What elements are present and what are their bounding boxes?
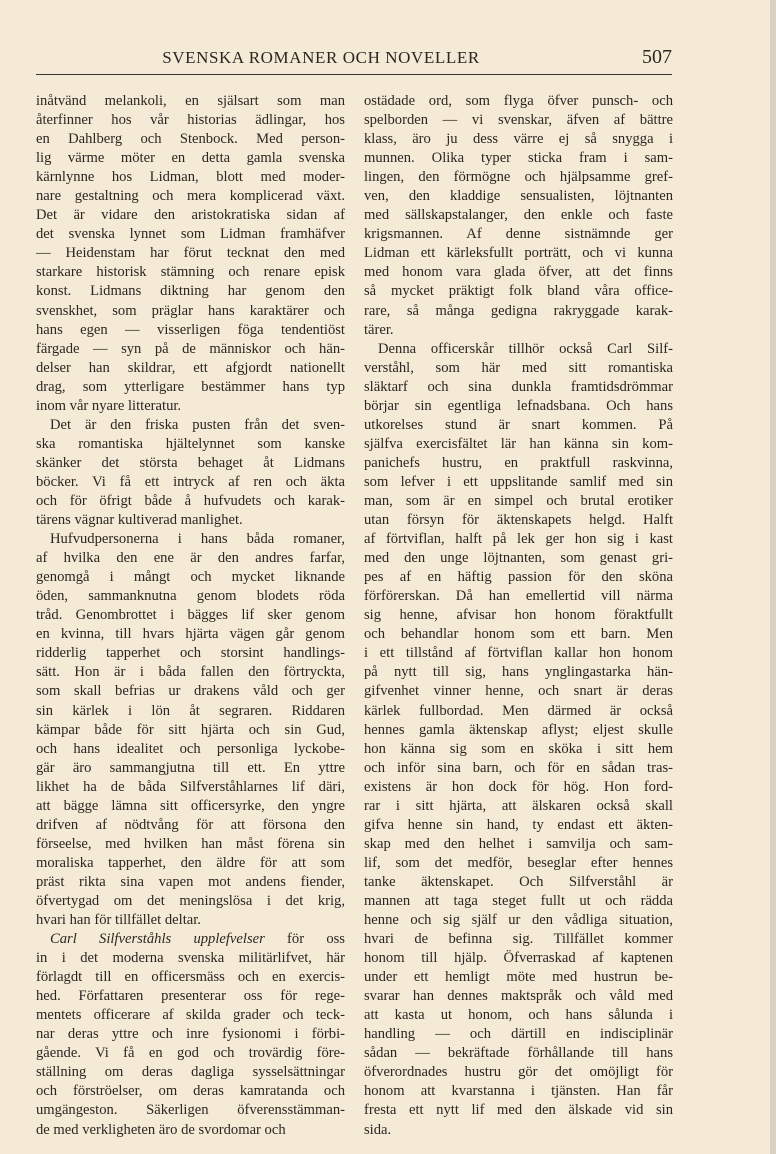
text-line: de med verkligheten äro de svordomar och <box>36 1121 286 1138</box>
text-line: panichefs hustru, en praktfull raskvinna, <box>364 454 673 471</box>
text-line: Det är vidare den aristokratiska sidan af <box>36 207 345 224</box>
italic-title: Carl Silfverståhls upplefvelser <box>50 931 265 948</box>
text-line <box>36 930 345 949</box>
text-line: starkare historisk stämning och renare episk <box>36 264 345 281</box>
text-line: kärlek fullbordad. Men därmed är också <box>364 702 673 719</box>
text-line: konst. Lidmans diktning har genom den <box>36 283 345 300</box>
text-line: på nytt till sig, hans ynglingastarka hän- <box>364 664 673 681</box>
text-line: och behandlar honom som ett barn. Men <box>364 626 673 643</box>
text-line: som lefver i ett uppslitande samlif med sin <box>364 473 673 490</box>
text-line: in i det moderna svenska militärlifvet, här <box>36 950 345 967</box>
text-line: — Heidenstam har förut tecknat den med <box>36 245 345 262</box>
text-line: Hufvudpersonerna i hans båda romaner, <box>50 531 345 548</box>
text-line: Lidman ett kärleksfullt porträtt, och vi kunna <box>364 245 673 262</box>
text-line: tanke äktenskapet. Och Silfverståhl är <box>364 873 673 890</box>
text-line: delser han skildrar, ett afgjordt nationellt <box>36 359 345 376</box>
text-line: nare gestaltning och mera komplicerad växt. <box>36 188 345 205</box>
text-line: existens är hon dock för hög. Hon ford- <box>364 778 673 795</box>
text-line: spelborden — vi svenskar, äfven af bättre <box>364 112 673 129</box>
text-line: hvari han för tillfället deltar. <box>36 912 201 929</box>
text-line: sådan — bekräftade förhållande till hans <box>364 1045 673 1062</box>
text-line: öfverordnades hustru gör det omöjligt för <box>364 1064 673 1081</box>
text-line: Denna officerskår tillhör också Carl Silf- <box>378 340 673 357</box>
text-line: att kasta ut honom, och hans sålunda i <box>364 1007 673 1024</box>
text-line: rare, så många gedigna rakryggade karak- <box>364 302 673 319</box>
text-line: med honom vara glada öfver, att det finns <box>364 264 673 281</box>
text-line: lingen, den förmögne och hjälpsamme gref- <box>364 169 673 186</box>
text-line: med den unge löjtnanten, som genast gri- <box>364 550 673 567</box>
text-line: likhet ha de båda Silfverståhlarnes lif däri, <box>36 778 345 795</box>
text-line: under ett hemligt möte med hustrun be- <box>364 969 673 986</box>
text-line: börjar sin egentliga lefnadsbana. Och hans <box>364 397 673 414</box>
text-line: pes af en häftig passion för den sköna <box>364 569 673 586</box>
text-line: släktarf och sina dunkla framtidsdrömmar <box>364 378 673 395</box>
scan-edge <box>770 0 776 1154</box>
text-line: återfinner hos vår historias ädlingar, hos <box>36 112 345 129</box>
text-line: Det är den friska pusten från det sven- <box>50 416 345 433</box>
text-line: verståhl, som här med sitt romantiska <box>364 359 673 376</box>
text-line: förförerskan. Då han emellertid vill närma <box>364 588 673 605</box>
text-line: böcker. Vi få ett intryck af ren och äkta <box>36 473 345 490</box>
text-line: klass, äro ju dess värre ej så snygga i <box>364 131 673 148</box>
page-header <box>36 46 672 74</box>
text-line: skänker det största behaget åt Lidmans <box>36 454 345 471</box>
text-line: själfva exercisfältet lär han känna sin kom- <box>364 435 673 452</box>
text-line: ostädade ord, som flyga öfver punsch- och <box>364 93 673 109</box>
header-rule <box>36 74 672 75</box>
text-line: och för öfrigt både å hufvudets och karak- <box>36 492 345 509</box>
text-line: tråd. Genombrottet i bägges lif sker genom <box>36 607 345 624</box>
text-line: man, som är en simpel och brutal erotiker <box>364 492 673 509</box>
text-line: och förströelser, om deras kamratanda och <box>36 1083 345 1100</box>
text-line: tärer. <box>364 321 394 338</box>
text-line: en kvinna, till hvars hjärta vägen går genom <box>36 626 345 643</box>
text-line: krigsmannen. Af denne sistnämnde ger <box>364 226 673 243</box>
text-line: öfvertygad om det meningslösa i det krig, <box>36 892 345 909</box>
text-line: hvari de befinna sig. Tillfället kommer <box>364 931 673 948</box>
text-line: kärnlynne hos Lidman, blott med moder- <box>36 169 345 186</box>
text-line: sin kärlek i lön åt segraren. Riddaren <box>36 702 345 719</box>
text-line: munnen. Olika typer sticka fram i sam- <box>364 150 673 167</box>
text-line: ska romantiska hjältelynnet som kanske <box>36 435 345 452</box>
text-line: lig värme möter en detta gamla svenska <box>36 150 345 167</box>
text-line: genomgå i mångt och mycket liknande <box>36 569 345 586</box>
text-line: mentets officerare af skilda grader och teck- <box>36 1007 345 1024</box>
text-line: drag, som ytterligare bestämmer hans typ <box>36 378 345 395</box>
text-line: moraliska tapperhet, den äldre för att som <box>36 854 345 871</box>
text-line: med sällskapstalanger, den enkle och faste <box>364 207 673 224</box>
text-line: ridderlig tapperhet och storsint handlings- <box>36 645 345 662</box>
text-line: gär äro sammangjutna till ett. En yttre <box>36 759 345 776</box>
text-line: henne och sig själf ur den vådliga situation, <box>364 912 673 929</box>
text-line: sida. <box>364 1121 392 1138</box>
page-number: 507 <box>642 46 672 68</box>
text-line: tärens vägnar kultiverad manlighet. <box>36 512 243 529</box>
text-line: af hvilka den ene är den andres farfar, <box>36 550 345 567</box>
text-line: så mycket präktigt folk bland våra office- <box>364 283 673 300</box>
text-line: det svenska lynnet som Lidman framhäfver <box>36 226 345 243</box>
text-line: och inför sina barn, och för en sådan tras- <box>364 759 673 776</box>
text-line: hed. Författaren presenterar oss för rege- <box>36 988 345 1005</box>
text-line: utan försyn för äktenskapets helgd. Halft <box>364 512 673 529</box>
text-line: utkorelses stund är snart kommen. På <box>364 416 673 433</box>
right-column <box>364 92 673 1140</box>
text-line: förlagdt till en officersmäss och en exercis- <box>36 969 345 986</box>
text-line: handling — och därtill en indisciplinär <box>364 1026 673 1043</box>
text-line: förseelse, med hvilken han måst förena sin <box>36 835 345 852</box>
text-line: svenskhet, som präglar hans karaktärer och <box>36 302 345 319</box>
text-line: sig henne, afvisar hon honom föraktfullt <box>364 607 673 624</box>
text-line: hon känna sig som en sköka i sitt hem <box>364 740 673 757</box>
text-line: gifvenhet vinner henne, och snart är deras <box>364 683 673 700</box>
text-line: inåtvänd melankoli, en själsart som man <box>36 93 345 109</box>
text-line: hennes gamla äktenskap aflyst; eljest skulle <box>364 721 673 738</box>
text-line: mannen att taga steget fullt ut och rädda <box>364 892 673 909</box>
text-line: en Dahlberg och Stenbock. Med person- <box>36 131 345 148</box>
text-line: i ett tillstånd af förtviflan kallar hon honom <box>364 645 673 662</box>
text-line: färgade — syn på de människor och hän- <box>36 340 345 357</box>
text-line: kämpar både för sitt hjärta och sin Gud, <box>36 721 345 738</box>
text-line: att bägge lämna sitt officersyrke, den yngre <box>36 797 345 814</box>
text-line: ställning om deras dagliga sysselsättningar <box>36 1064 345 1081</box>
text-line: honom till hjälp. Öfverraskad af kaptenen <box>364 950 673 967</box>
text-line: ven, den kladdige sensualisten, löjtnanten <box>364 188 673 205</box>
text-line: gifva henne sin hand, ty endast ett äkten- <box>364 816 673 833</box>
text-line: och hans idealitet och personliga lyckobe- <box>36 740 345 757</box>
text-line: skap med den helhet i samvilja och sam- <box>364 835 673 852</box>
text-line: hans egen — visserligen föga tendentiöst <box>36 321 345 338</box>
text-line: präst rikta sina vapen mot andens fiender, <box>36 873 345 890</box>
text-line: rar i sitt hjärta, att älskaren också skall <box>364 797 673 814</box>
text-line: lif, som det medför, beseglar efter hennes <box>364 854 673 871</box>
text-line: inom vår nyare litteratur. <box>36 397 182 414</box>
text-line: af förtviflan, halft på lek ger hon sig i kast <box>364 531 673 548</box>
text-line: som skall befrias ur drakens våld och ger <box>36 683 345 700</box>
text-line: gående. Vi få en god och trovärdig före- <box>36 1045 345 1062</box>
left-column <box>36 92 345 1140</box>
text-line: svarar han dennes maktspråk och våld med <box>364 988 673 1005</box>
line-text: för oss <box>264 931 345 948</box>
text-line: honom att kvarstanna i tjänsten. Han får <box>364 1083 673 1100</box>
text-line: fresta ett nytt lif med den älskade vid sin <box>364 1102 673 1119</box>
text-line: sätt. Hon är i båda fallen den förtryckta, <box>36 664 345 681</box>
text-line: umgängeston. Säkerligen öfverensstämman- <box>36 1102 345 1119</box>
text-line: nar deras yttre och inre fysionomi i förbi- <box>36 1026 345 1043</box>
text-line: öden, sammanknutna genom blodets röda <box>36 588 345 605</box>
text-line: drifven af nödtvång för att försona den <box>36 816 345 833</box>
running-title: SVENSKA ROMANER OCH NOVELLER <box>162 48 480 67</box>
